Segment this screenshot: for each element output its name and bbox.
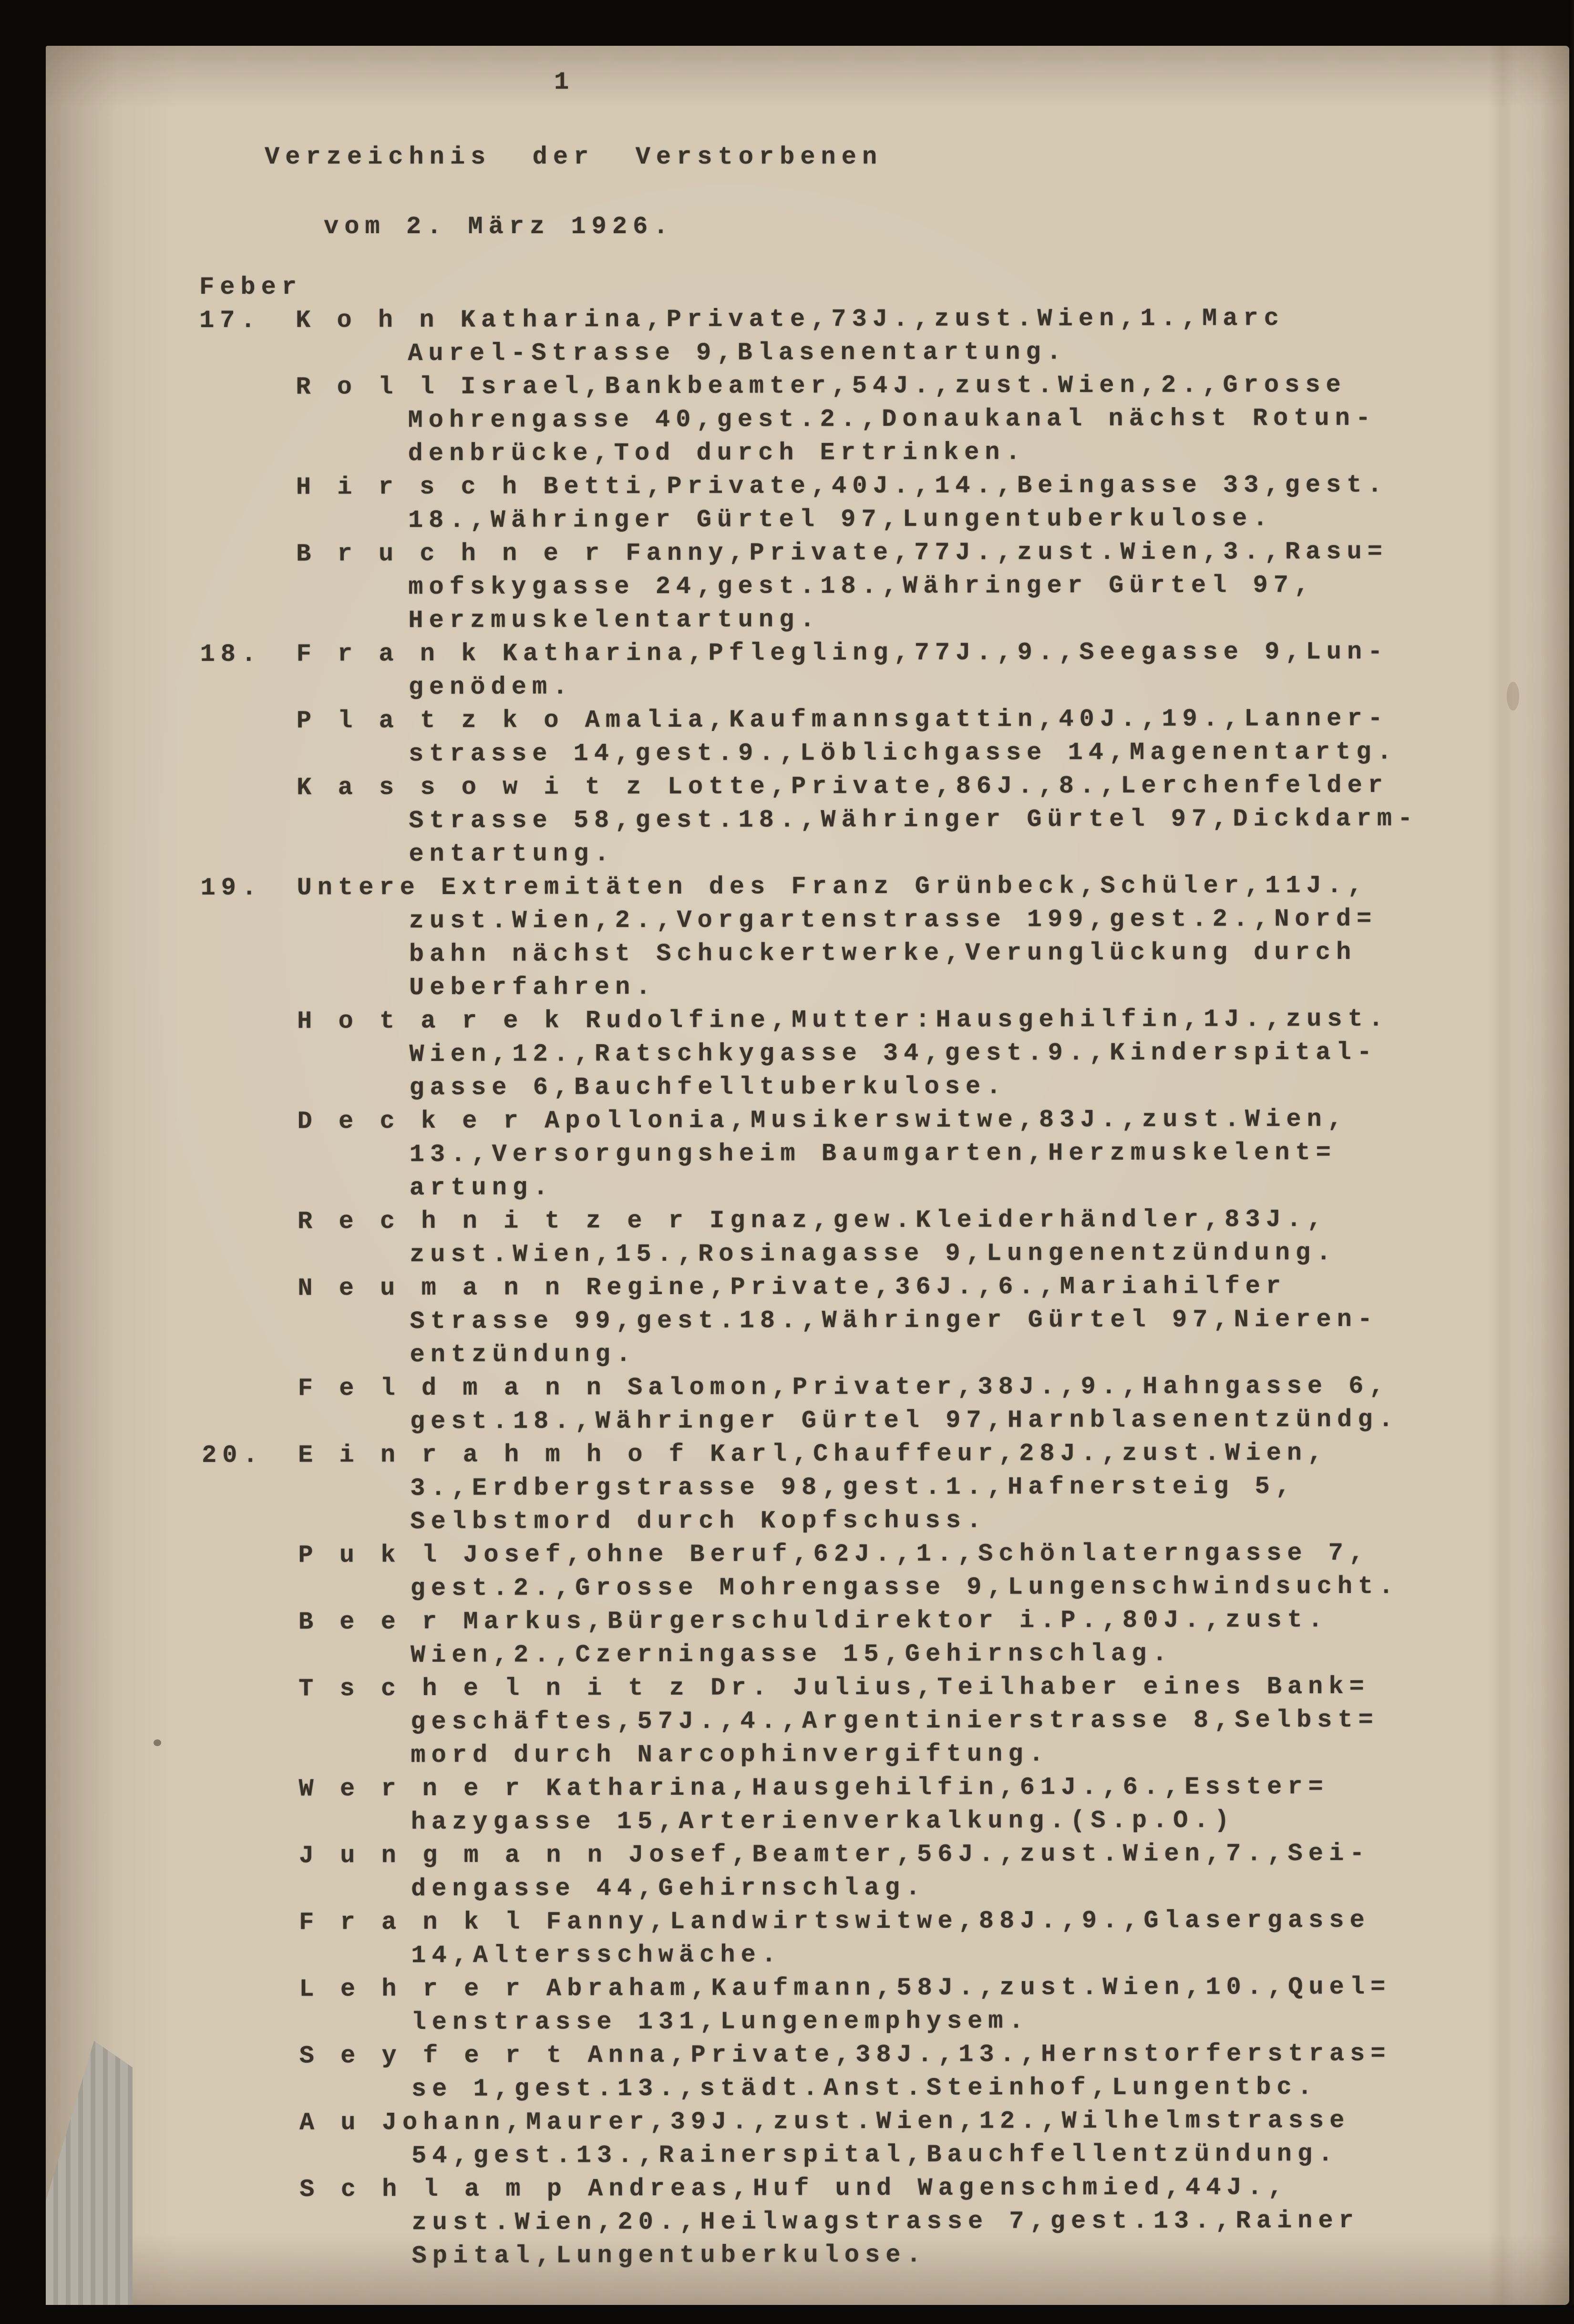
record-line-continued: gest.18.,Währinger Gürtel 97,Harnblasenentzündg.	[410, 1405, 1399, 1436]
death-record	[297, 1002, 1507, 1105]
death-record	[298, 1436, 1508, 1539]
death-record	[297, 869, 1507, 1005]
record-line: W e r n e r Katharina,Hausgehilfin,61J.,6.,Esster=	[298, 1773, 1329, 1803]
record-line-continued: bahn nächst Schuckertwerke,Verunglückung durch	[409, 938, 1357, 969]
death-record	[296, 468, 1506, 537]
record-line: B r u c h n e r Fanny,Private,77J.,zust.Wien,3.,Rasu=	[296, 537, 1389, 568]
record-line: F r a n k Katharina,Pflegling,77J.,9.,Seegasse 9,Lun-	[296, 638, 1389, 668]
paper-crease-shadow	[1488, 46, 1517, 2305]
month-label: Feber	[199, 273, 303, 301]
death-record	[296, 301, 1506, 370]
scan-edge-top	[0, 0, 1574, 46]
death-record	[297, 702, 1507, 771]
death-record	[298, 1770, 1509, 1839]
record-line-continued: entzündung.	[410, 1340, 637, 1369]
record-line: D e c k e r Apollonia,Musikerswitwe,83J.,zust.Wien,	[297, 1105, 1348, 1136]
record-line-continued: zust.Wien,2.,Vorgartenstrasse 199,gest.2.,Nord=	[409, 905, 1378, 936]
document-title: Verzeichnis der Verstorbenen	[265, 143, 883, 171]
record-line-continued: 18.,Währinger Gürtel 97,Lungentuberkulose.	[408, 504, 1274, 535]
page-number: 1	[554, 68, 575, 96]
record-line-continued: geschäftes,57J.,4.,Argentinierstrasse 8,Selbst=	[411, 1706, 1379, 1737]
death-record	[298, 1203, 1508, 1272]
record-line-continued: Aurel-Strasse 9,Blasenentartung.	[408, 338, 1067, 368]
document-date: vom 2. März 1926.	[324, 213, 674, 241]
record-line-continued: gest.2.,Grosse Mohrengasse 9,Lungenschwindsucht.	[410, 1572, 1399, 1603]
record-line: J u n g m a n n Josef,Beamter,56J.,zust.Wien,7.,Sei-	[298, 1839, 1370, 1870]
paper-page	[46, 46, 1569, 2305]
record-line: H i r s c h Betti,Private,40J.,14.,Beingasse 33,gest.	[296, 471, 1388, 502]
record-line-continued: Ueberfahren.	[409, 973, 657, 1002]
day-group	[199, 301, 1506, 638]
record-line-continued: zust.Wien,20.,Heilwagstrasse 7,gest.13.,Rainer	[412, 2206, 1359, 2237]
day-number: 17.	[199, 306, 261, 335]
record-line-continued: se 1,gest.13.,städt.Anst.Steinhof,Lungentbc.	[411, 2073, 1318, 2104]
record-line-continued: denbrücke,Tod durch Ertrinken.	[408, 438, 1026, 468]
record-line: P l a t z k o Amalia,Kaufmannsgattin,40J.,19.,Lanner-	[296, 704, 1389, 735]
death-record	[296, 368, 1506, 471]
record-line: E i n r a h m h o f Karl,Chauffeur,28J.,zust.Wien,	[298, 1439, 1328, 1470]
record-line-continued: entartung.	[409, 840, 615, 869]
record-line-continued: mofskygasse 24,gest.18.,Währinger Gürtel 97,	[408, 571, 1315, 602]
death-record	[297, 769, 1507, 871]
day-number: 20.	[201, 1441, 264, 1470]
scan-edge-left	[0, 0, 46, 2324]
record-line-continued: mord durch Narcophinvergiftung.	[411, 1740, 1049, 1770]
death-record	[296, 635, 1506, 704]
record-line: R e c h n i t z e r Ignaz,gew.Kleiderhändler,83J.,	[297, 1205, 1328, 1236]
record-line: F r a n k l Fanny,Landwirtswitwe,88J.,9.,Glasergasse	[299, 1906, 1370, 1937]
death-record	[298, 1369, 1508, 1439]
death-record	[299, 2104, 1510, 2173]
record-line-continued: zust.Wien,15.,Rosinagasse 9,Lungenentzündung.	[410, 1239, 1337, 1269]
record-line-continued: Wien,12.,Ratschkygasse 34,gest.9.,Kinderspital-	[409, 1038, 1378, 1069]
record-line: R o l l Israel,Bankbeamter,54J.,zust.Wien,2.,Grosse	[296, 370, 1347, 401]
record-line-continued: 54,gest.13.,Rainerspital,Bauchfellentzündung.	[412, 2140, 1339, 2170]
record-line: Untere Extremitäten des Franz Grünbeck,Schüler,11J.,	[297, 871, 1368, 902]
record-line-continued: Mohrengasse 40,gest.2.,Donaukanal nächst Rotun-	[408, 404, 1377, 435]
record-line-continued: Strasse 99,gest.18.,Währinger Gürtel 97,Nieren-	[410, 1305, 1379, 1336]
record-line: N e u m a n n Regine,Private,36J.,6.,Mariahilfer	[298, 1272, 1287, 1303]
record-line-continued: dengasse 44,Gehirnschlag.	[411, 1873, 926, 1903]
death-record	[298, 1102, 1508, 1205]
day-number: 19.	[200, 874, 263, 902]
record-line: L e h r e r Abraham,Kaufmann,58J.,zust.Wien,10.,Quel=	[299, 1973, 1391, 2004]
record-line: K a s s o w i t z Lotte,Private,86J.,8.,Lerchenfelder	[297, 771, 1389, 802]
record-line: P u k l Josef,ohne Beruf,62J.,1.,Schönlaterngasse 7,	[298, 1539, 1370, 1570]
death-record	[298, 1536, 1508, 1605]
scan-edge-right	[1569, 0, 1574, 2324]
record-line-continued: Strasse 58,gest.18.,Währinger Gürtel 97,Dickdarm-	[409, 804, 1419, 835]
death-register-list	[199, 301, 1510, 2273]
death-record	[299, 1903, 1509, 1973]
record-line-continued: 3.,Erdbergstrasse 98,gest.1.,Hafnersteig 5,	[410, 1472, 1296, 1503]
day-number: 18.	[200, 640, 262, 668]
record-line-continued: Spital,Lungentuberkulose.	[412, 2241, 927, 2271]
record-line-continued: 13.,Versorgungsheim Baumgarten,Herzmuskelent=	[409, 1139, 1337, 1169]
paper-speck	[154, 1739, 161, 1746]
record-line: S c h l a m p Andreas,Huf und Wagenschmied,44J.,	[299, 2173, 1289, 2204]
record-line-continued: Wien,2.,Czerningasse 15,Gehirnschlag.	[410, 1639, 1173, 1670]
record-line-continued: hazygasse 15,Arterienverkalkung.(S.p.O.)	[411, 1806, 1235, 1837]
death-record	[298, 1269, 1508, 1372]
paper-speck	[1507, 682, 1519, 710]
day-group	[200, 869, 1508, 1439]
record-line-continued: Herzmuskelentartung.	[408, 606, 821, 635]
record-line: B e e r Markus,Bürgerschuldirektor i.P.,80J.,zust.	[298, 1606, 1329, 1636]
record-line: T s c h e l n i t z Dr. Julius,Teilhaber eines Bank=	[298, 1672, 1370, 1703]
scan-edge-bottom	[0, 2305, 1574, 2324]
record-line-continued: genödem.	[408, 673, 574, 702]
record-line-continued: artung.	[409, 1173, 554, 1203]
record-line-continued: lenstrasse 131,Lungenemphysem.	[411, 2007, 1029, 2037]
record-line: H o t a r e k Rudolfine,Mutter:Hausgehilfin,1J.,zust.	[297, 1005, 1389, 1036]
record-line: F e l d m a n n Salomon,Privater,38J.,9.,Hahngasse 6,	[298, 1372, 1390, 1403]
death-record	[299, 2037, 1510, 2106]
day-group	[200, 635, 1507, 872]
death-record	[299, 1970, 1509, 2039]
record-line: K o h n Katharina,Private,73J.,zust.Wien,1.,Marc	[296, 304, 1285, 335]
record-line: A u Johann,Maurer,39J.,zust.Wien,12.,Wilhelmstrasse	[299, 2106, 1350, 2137]
death-record	[296, 535, 1506, 638]
death-record	[299, 1837, 1509, 1906]
death-record	[299, 2170, 1510, 2273]
death-record	[298, 1670, 1509, 1772]
day-group	[202, 1436, 1510, 2273]
record-line-continued: strasse 14,gest.9.,Löblichgasse 14,Magenentartg.	[408, 738, 1398, 769]
record-line-continued: Selbstmord durch Kopfschuss.	[410, 1506, 988, 1536]
record-line-continued: gasse 6,Bauchfelltuberkulose.	[409, 1072, 1007, 1102]
record-line-continued: 14,Altersschwäche.	[411, 1941, 782, 1970]
record-line: S e y f e r t Anna,Private,38J.,13.,Hernstorferstras=	[299, 2039, 1391, 2070]
death-record	[298, 1603, 1509, 1672]
